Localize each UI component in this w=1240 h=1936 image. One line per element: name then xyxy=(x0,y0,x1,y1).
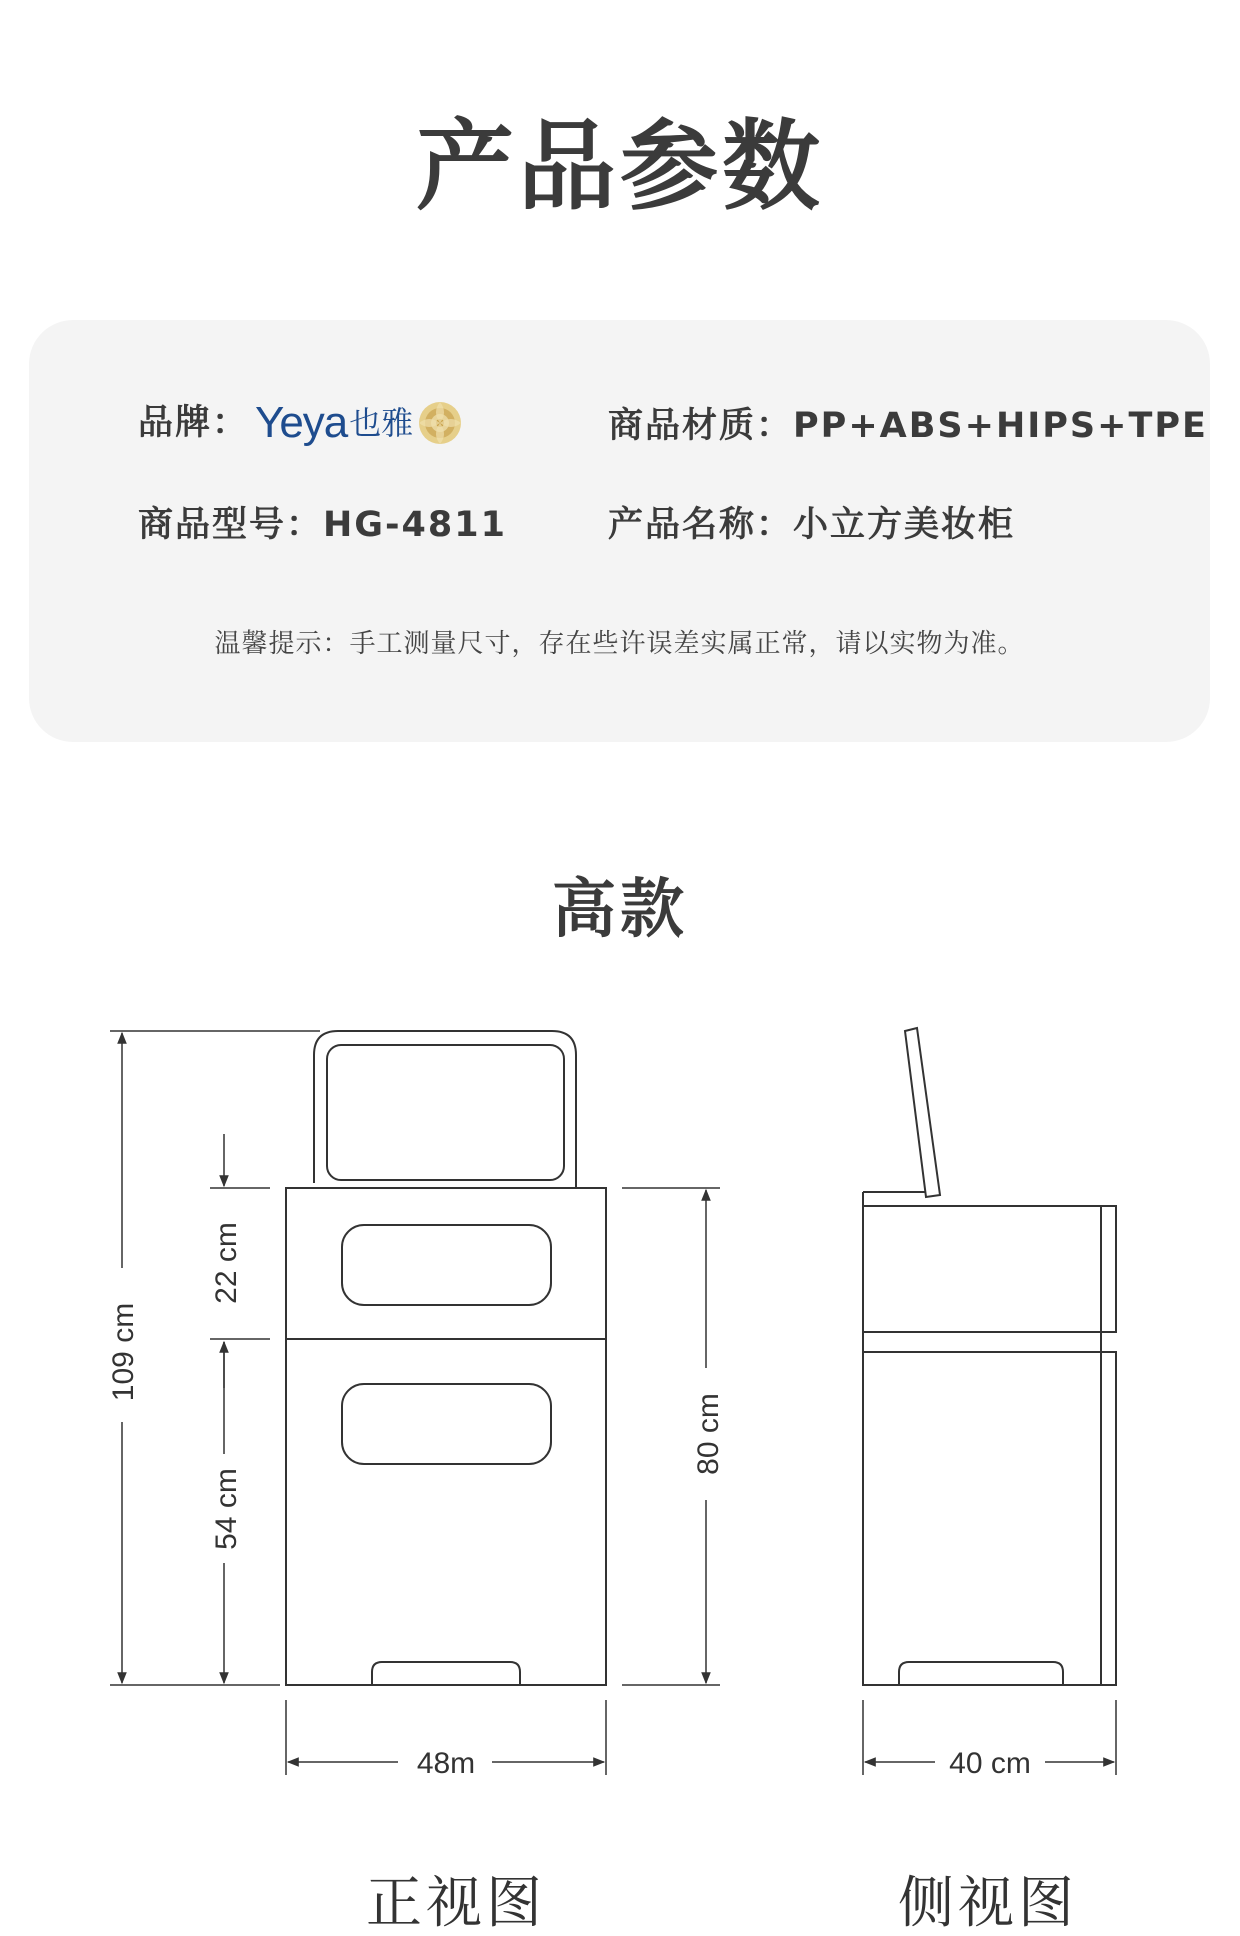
brand-label: 品牌： xyxy=(138,402,250,443)
model-value: HG-4811 xyxy=(323,505,507,545)
section-title: 高款 xyxy=(552,873,688,947)
dim-54-label: 54 cm xyxy=(210,1468,243,1550)
front-dimension-lines xyxy=(110,1031,720,1775)
front-cabinet-body xyxy=(286,1188,606,1685)
dim-40-label: 40 cm xyxy=(949,1747,1031,1780)
dim-80-label: 80 cm xyxy=(692,1393,725,1475)
product-name-value: 小立方美妆柜 xyxy=(793,505,1016,545)
front-base-cutout xyxy=(372,1662,520,1685)
side-cabinet-body xyxy=(863,1206,1101,1685)
front-lower-handle xyxy=(342,1384,551,1464)
material-value: PP+ABS+HIPS+TPE xyxy=(793,406,1208,446)
page-title: 产品参数 xyxy=(415,110,824,224)
side-view-label: 侧视图 xyxy=(898,1871,1078,1936)
model-label: 商品型号： xyxy=(138,505,324,545)
side-lower-door-edge xyxy=(1101,1352,1116,1685)
dim-22-label: 22 cm xyxy=(210,1222,243,1304)
side-view-drawing xyxy=(863,1028,1116,1685)
side-upper-door-edge xyxy=(1101,1206,1116,1332)
side-mirror-panel xyxy=(905,1028,940,1197)
front-view-drawing xyxy=(286,1031,606,1685)
side-base-cutout xyxy=(899,1662,1063,1685)
measurement-notice: 温馨提示：手工测量尺寸，存在些许误差实属正常，请以实物为准。 xyxy=(214,629,1025,659)
brand-logo-cjk: 也雅 xyxy=(349,404,414,442)
front-mirror-glass xyxy=(327,1045,564,1180)
front-upper-handle xyxy=(342,1225,551,1305)
brand-logo-latin: Yeya xyxy=(255,398,348,447)
product-name-label: 产品名称： xyxy=(608,505,794,545)
material-label: 商品材质： xyxy=(608,406,794,446)
dim-109-label: 109 cm xyxy=(107,1302,140,1402)
dim-48-label: 48m xyxy=(416,1747,476,1780)
front-mirror-frame xyxy=(314,1031,576,1188)
front-view-label: 正视图 xyxy=(366,1871,546,1936)
